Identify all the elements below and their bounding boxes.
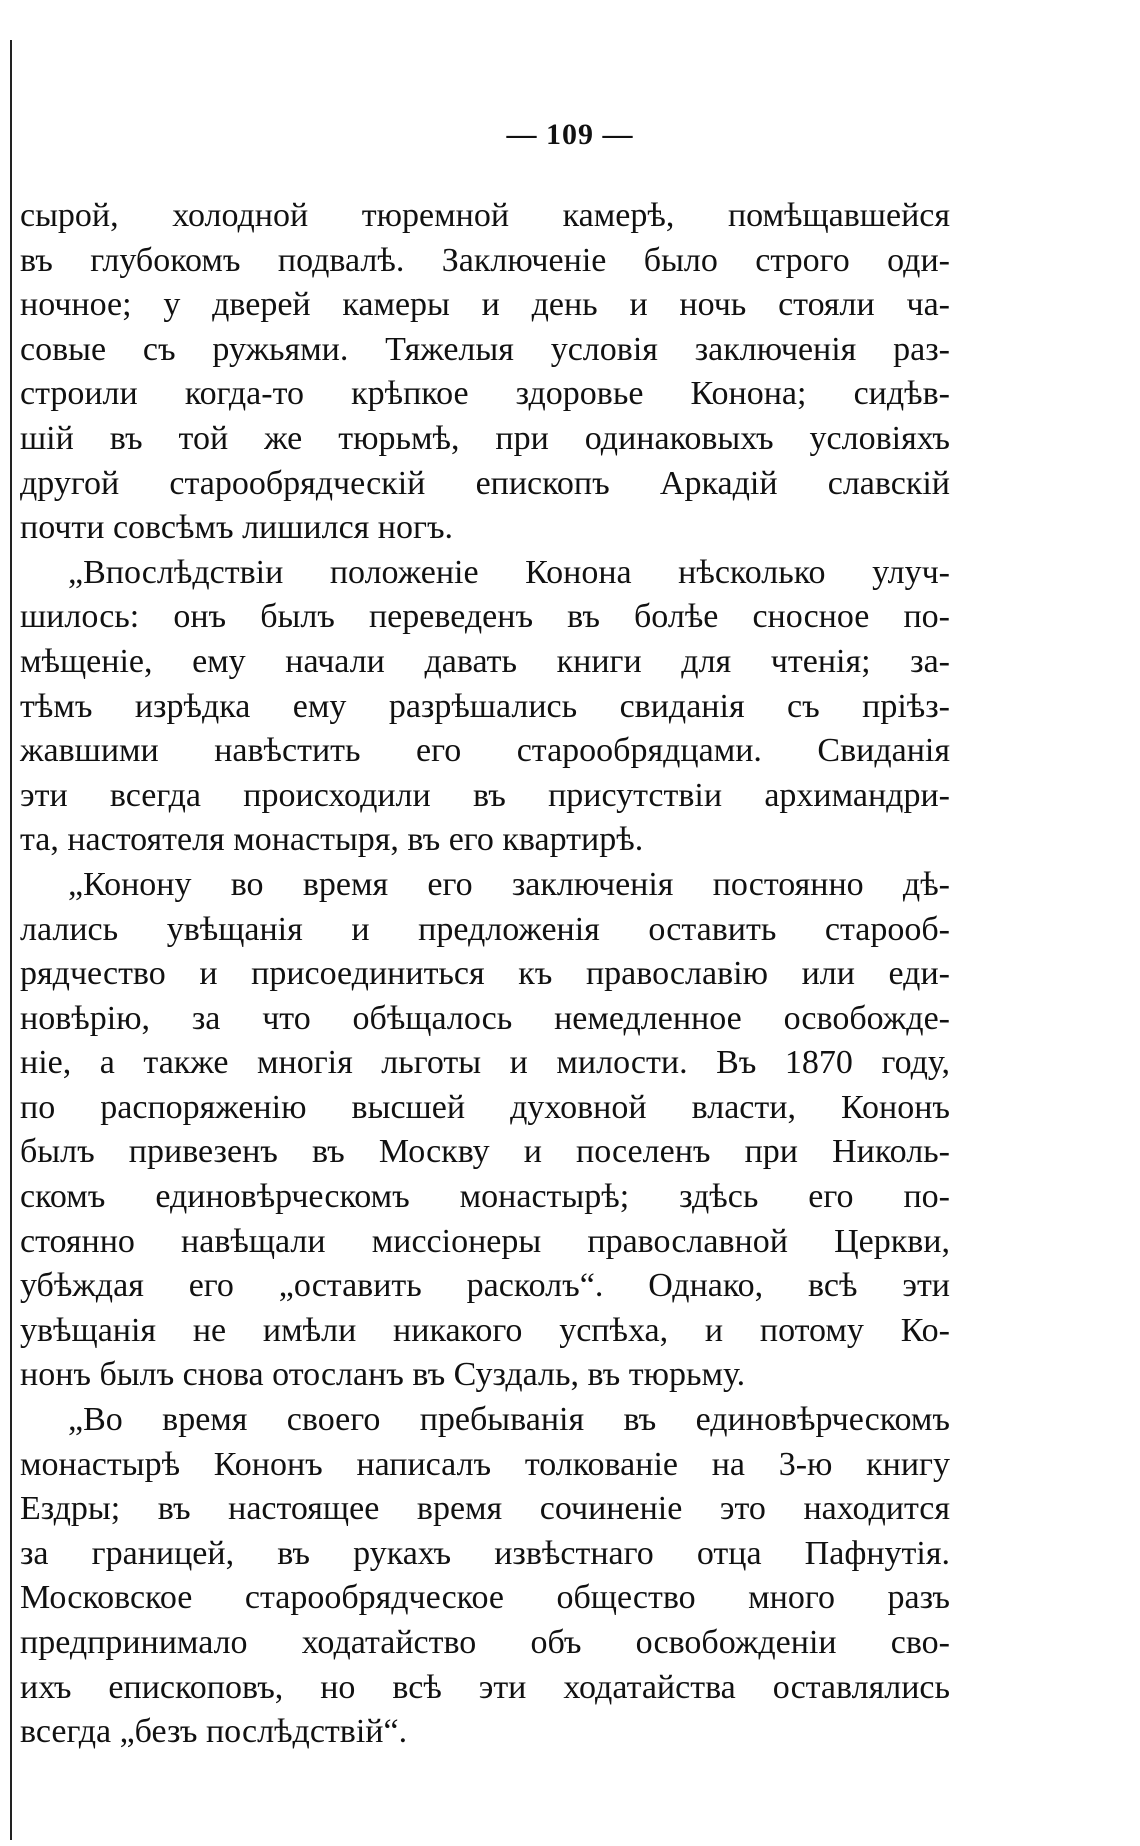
text-line: новѣрію, за что обѣщалось немедленное освобожде-: [20, 999, 950, 1037]
text-line: Ездры; въ настоящее время сочиненіе это находится: [20, 1490, 950, 1528]
text-line: та, настоятеля монастыря, въ его квартирѣ.: [20, 821, 644, 859]
text-line: ніе, а также многія льготы и милости. Въ 1870 году,: [20, 1044, 950, 1082]
text-line: въ глубокомъ подвалѣ. Заключеніе было строго оди-: [20, 241, 950, 279]
text-line: стоянно навѣщали миссіонеры православной Церкви,: [20, 1222, 950, 1260]
text-line: монастырѣ Кононъ написалъ толкованіе на 3-ю книгу: [20, 1445, 950, 1483]
page-number: — 109 —: [506, 118, 634, 151]
text-line: ночное; у дверей камеры и день и ночь стояли ча-: [20, 286, 950, 324]
text-line: шилось: онъ былъ переведенъ въ болѣе сносное по-: [20, 598, 950, 636]
text-line: строили когда-то крѣпкое здоровье Конона; сидѣв-: [20, 375, 950, 413]
text-line: „Во время своего пребыванія въ единовѣрческомъ: [68, 1401, 950, 1439]
text-line: лались увѣщанія и предложенія оставить старооб-: [20, 910, 950, 948]
text-line: убѣждая его „оставить расколъ“. Однако, всѣ эти: [20, 1267, 950, 1305]
text-line: нонъ былъ снова отосланъ въ Суздаль, въ тюрьму.: [20, 1356, 746, 1394]
text-line: Московское старообрядческое общество много разъ: [20, 1579, 950, 1617]
text-line: мѣщеніе, ему начали давать книги для чтенія; за-: [20, 642, 950, 680]
text-line: сырой, холодной тюремной камерѣ, помѣщавшейся: [20, 197, 950, 234]
text-line: рядчество и присоединиться къ православію или еди-: [20, 955, 950, 993]
text-line: жавшими навѣстить его старообрядцами. Свиданія: [20, 732, 950, 770]
text-line: „Впослѣдствіи положеніе Конона нѣсколько улуч-: [68, 553, 950, 591]
text-line: „Конону во время его заключенія постоянно дѣ-: [68, 865, 950, 903]
text-line: ихъ епископовъ, но всѣ эти ходатайства оставлялись: [20, 1668, 950, 1706]
text-line: эти всегда происходили въ присутствіи архимандри-: [20, 776, 950, 814]
body-text: [20, 194, 950, 1755]
text-line: скомъ единовѣрческомъ монастырѣ; здѣсь его по-: [20, 1178, 950, 1216]
text-line: за границей, въ рукахъ извѣстнаго отца Пафнутія.: [20, 1534, 950, 1572]
text-line: всегда „безъ послѣдствій“.: [20, 1713, 408, 1751]
text-line: былъ привезенъ въ Москву и поселенъ при Николь-: [20, 1133, 950, 1171]
text-line: тѣмъ изрѣдка ему разрѣшались свиданія съ пріѣз-: [20, 687, 950, 725]
text-line: шій въ той же тюрьмѣ, при одинаковыхъ условіяхъ: [20, 419, 950, 457]
left-margin-line: [10, 40, 12, 1840]
text-line: предпринимало ходатайство объ освобожденіи сво-: [20, 1624, 950, 1661]
text-line: увѣщанія не имѣли никакого успѣха, и потому Ко-: [20, 1311, 950, 1349]
text-line: по распоряженію высшей духовной власти, Кононъ: [20, 1088, 950, 1126]
text-line: другой старообрядческій епископъ Аркадій славскій: [20, 464, 950, 502]
text-line: почти совсѣмъ лишился ногъ.: [20, 509, 454, 547]
text-line: совые съ ружьями. Тяжелыя условія заключенія раз-: [20, 330, 950, 368]
